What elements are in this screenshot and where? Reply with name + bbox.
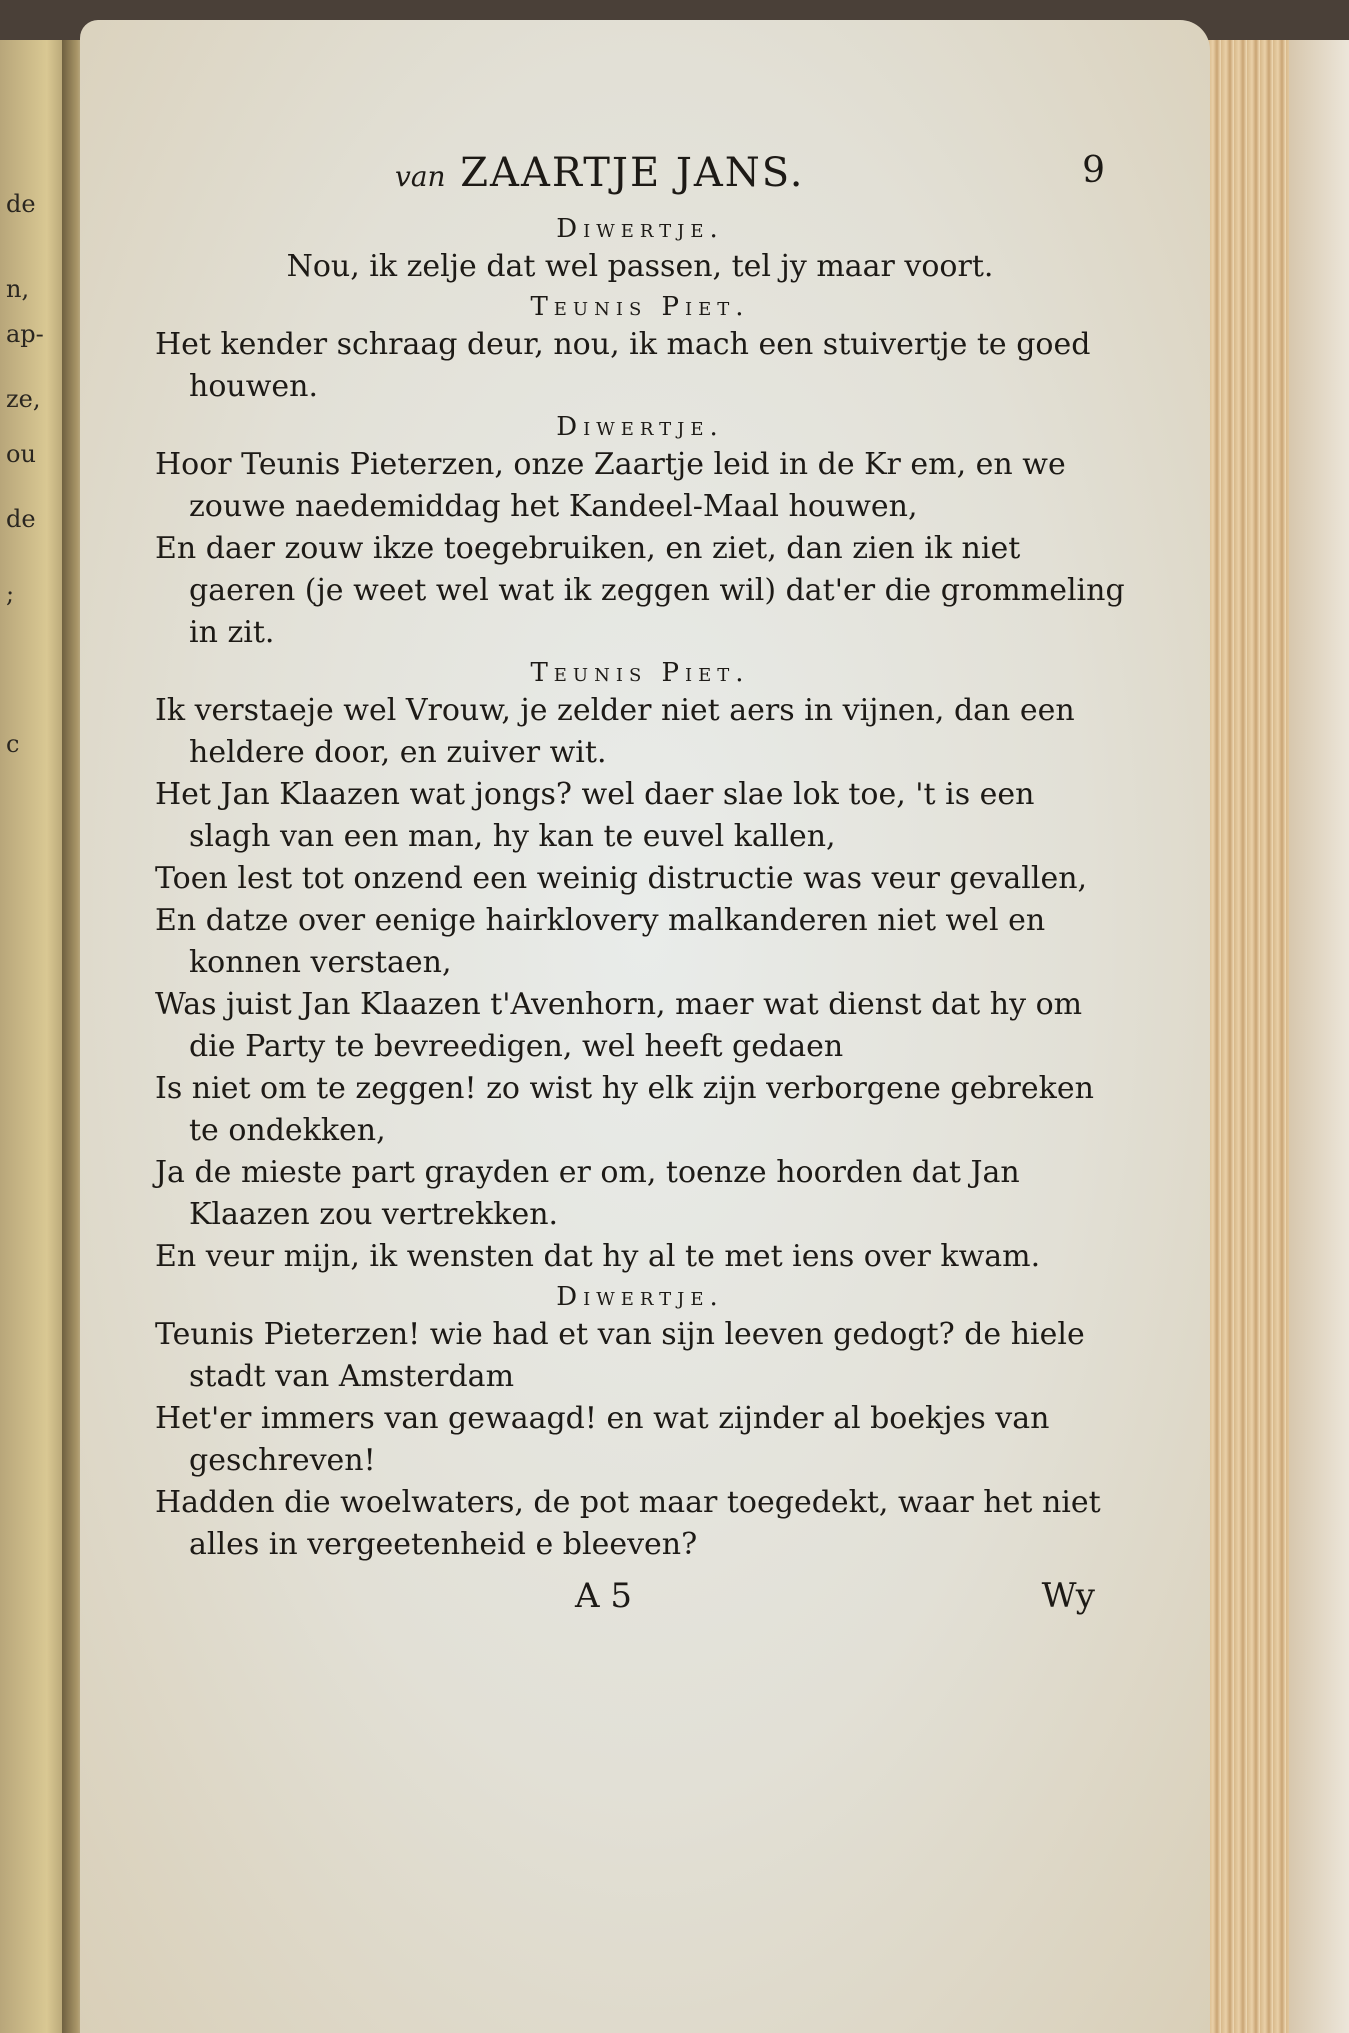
verse-paragraph: Het kender schraag deur, nou, ik mach een stuivertje te goed houwen.: [155, 327, 1091, 404]
running-head: [395, 150, 805, 196]
page-edges: [1195, 40, 1349, 2033]
page-footer: [155, 1576, 1125, 1636]
page-header: [155, 150, 1125, 210]
verse-paragraph: Hadden die woelwaters, de pot maar toegedekt, waar het niet alles in vergeetenheid e bleeven?: [155, 1485, 1101, 1562]
verse-paragraph: Ik verstaeje wel Vrouw, je zelder niet aers in vijnen, dan een heldere door, en zuiver wit.: [155, 693, 1075, 770]
speaker-name: Diwertje.: [556, 1282, 724, 1312]
book-cover: [1289, 40, 1349, 2033]
page-number: 9: [1082, 150, 1105, 191]
book-page: [80, 20, 1210, 2033]
left-page-fragment: de: [6, 190, 36, 218]
catchword: Wy: [1041, 1576, 1095, 1616]
page-body: [155, 214, 1125, 1566]
left-page-fragment: ;: [6, 580, 15, 608]
running-head-title: ZAARTJE JANS.: [460, 150, 805, 196]
left-page-fragment: de: [6, 505, 36, 533]
verse-paragraph: Het Jan Klaazen wat jongs? wel daer slae lok toe, 't is een slagh van een man, hy kan te euvel kallen,: [155, 777, 1035, 854]
verse-paragraph: En daer zouw ikze toegebruiken, en ziet, dan zien ik niet gaeren (je weet wel wat ik zeggen wil) dat'er die grommeling in zit.: [155, 531, 1125, 650]
verse-paragraph: Was juist Jan Klaazen t'Avenhorn, maer wat dienst dat hy om die Party te bevreedigen, wel heeft gedaen: [155, 987, 1083, 1064]
verse-paragraph: Het'er immers van gewaagd! en wat zijnder al boekjes van geschreven!: [155, 1401, 1050, 1478]
verse-paragraph: Toen lest tot onzend een weinig distructie was veur gevallen,: [155, 861, 1088, 896]
speaker-name: Diwertje.: [556, 214, 724, 244]
verse-paragraph: Hoor Teunis Pieterzen, onze Zaartje leid in de Kr em, en we zouwe naedemiddag het Kandeel-Maal houwen,: [155, 447, 1066, 524]
verse-paragraph: Is niet om te zeggen! zo wist hy elk zijn verborgene gebreken te ondekken,: [155, 1071, 1094, 1148]
left-page-fragment: ap-: [6, 320, 44, 348]
verse-paragraph: Nou, ik zelje dat wel passen, tel jy maar voort.: [286, 249, 994, 284]
signature-mark: A 5: [575, 1576, 632, 1616]
page-text: [155, 150, 1125, 1636]
speaker-name: Teunis Piet.: [530, 292, 750, 322]
left-page-fragment: ou: [6, 440, 36, 468]
running-head-prefix: van: [395, 160, 446, 193]
left-page-fragment: ze,: [6, 385, 41, 413]
verse-paragraph: Teunis Pieterzen! wie had et van sijn leeven gedogt? de hiele stadt van Amsterdam: [155, 1317, 1085, 1394]
speaker-name: Diwertje.: [556, 412, 724, 442]
verse-paragraph: En veur mijn, ik wensten dat hy al te met iens over kwam.: [155, 1239, 1041, 1274]
left-page-fragment: n,: [6, 275, 30, 303]
verse-paragraph: Ja de mieste part grayden er om, toenze hoorden dat Jan Klaazen zou vertrekken.: [155, 1155, 1020, 1232]
speaker-name: Teunis Piet.: [530, 658, 750, 688]
verse-paragraph: En datze over eenige hairklovery malkanderen niet wel en konnen verstaen,: [155, 903, 1046, 980]
left-page-fragment: c: [6, 730, 20, 758]
